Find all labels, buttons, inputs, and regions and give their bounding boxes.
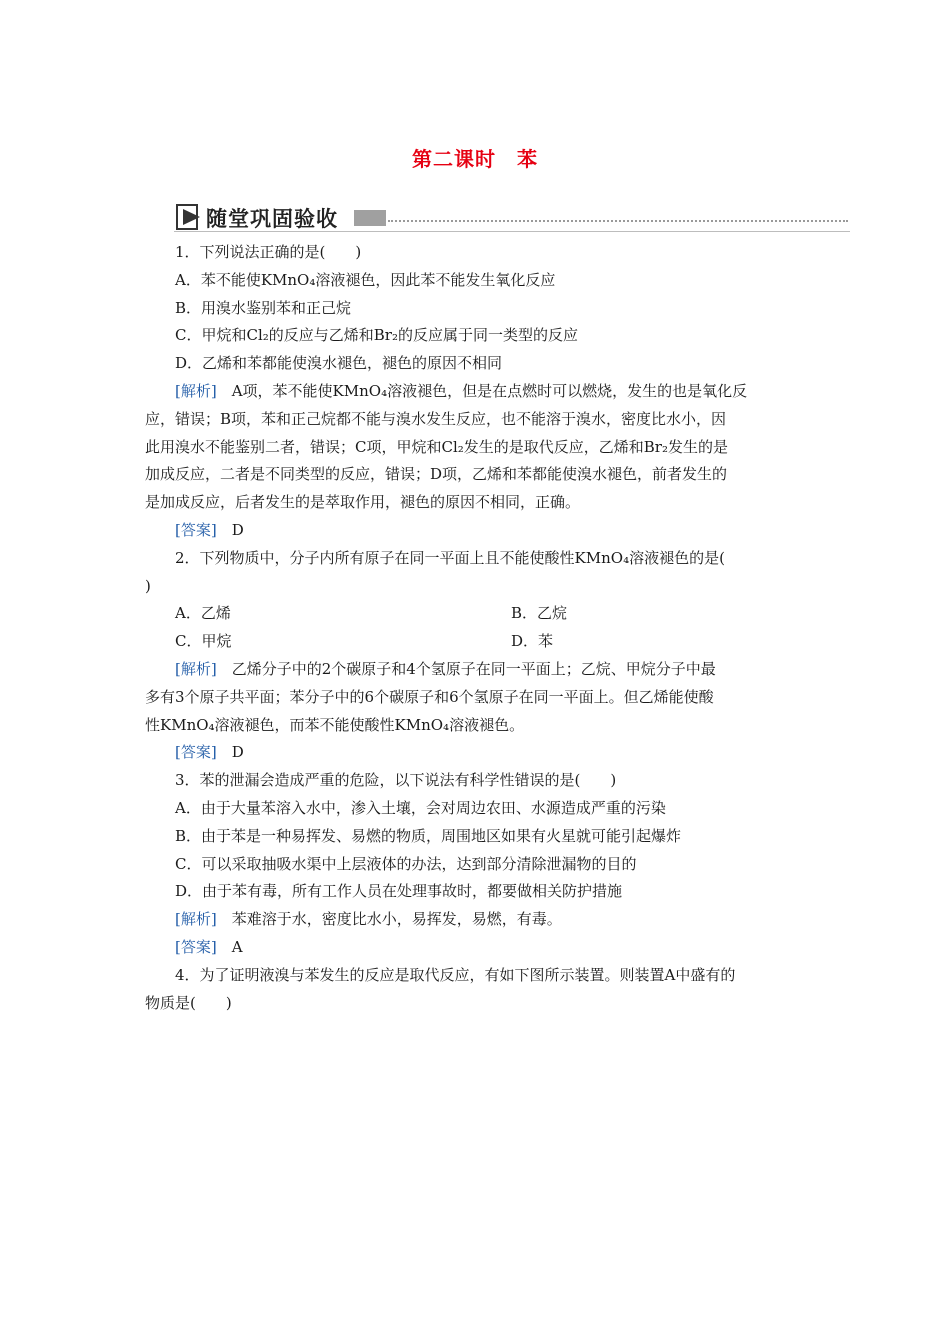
question-list: [145, 239, 807, 1017]
question-stem-cont: 物质是( ): [145, 993, 232, 1012]
analysis-line: [解析] 苯难溶于水，密度比水小，易挥发，易燃，有毒。: [175, 910, 562, 929]
banner-block: [354, 210, 386, 226]
option: D．苯: [511, 632, 554, 651]
play-arrow-icon: [176, 204, 202, 230]
question-stem: 3．苯的泄漏会造成严重的危险，以下说法有科学性错误的是( ): [175, 771, 617, 790]
analysis-line: [解析] 乙烯分子中的2个碳原子和4个氢原子在同一平面上；乙烷、甲烷分子中最: [175, 659, 716, 678]
analysis-line: 此用溴水不能鉴别二者，错误；C项，甲烷和Cl₂发生的是取代反应，乙烯和Br₂发生的是: [145, 437, 728, 456]
question-stem: 1．下列说法正确的是( ): [175, 243, 362, 261]
answer-line: [145, 739, 807, 767]
page-title: 第二课时 苯: [412, 147, 538, 171]
analysis-line: 应，错误；B项，苯和正己烷都不能与溴水发生反应，也不能溶于溴水，密度比水小，因: [145, 409, 727, 428]
section-banner: [174, 200, 850, 234]
question-stem-cont: ): [145, 576, 151, 595]
option: C．甲烷: [175, 632, 232, 651]
answer-line: [145, 934, 807, 962]
analysis-line: 加成反应，二者是不同类型的反应，错误；D项，乙烯和苯都能使溴水褪色，前者发生的: [145, 465, 728, 484]
option: C．可以采取抽吸水渠中上层液体的办法，达到部分清除泄漏物的目的: [175, 854, 637, 873]
answer-tag: [答案]: [175, 520, 217, 539]
option: B．由于苯是一种易挥发、易燃的物质，周围地区如果有火星就可能引起爆炸: [175, 826, 682, 845]
analysis-tag: [解析]: [175, 910, 217, 929]
option: A．由于大量苯溶入水中，渗入土壤，会对周边农田、水源造成严重的污染: [175, 798, 666, 817]
option: B．乙烷: [511, 604, 568, 623]
section-label: 随堂巩固验收: [206, 207, 338, 231]
analysis-line: [解析] A项，苯不能使KMnO₄溶液褪色，但是在点燃时可以燃烧，发生的也是氧化反: [175, 381, 748, 400]
question-stem: 4．为了证明液溴与苯发生的反应是取代反应，有如下图所示装置。则装置A中盛有的: [175, 965, 736, 984]
answer-value: A: [216, 937, 243, 956]
option: C．甲烷和Cl₂的反应与乙烯和Br₂的反应属于同一类型的反应: [175, 326, 578, 345]
option: D．乙烯和苯都能使溴水褪色，褪色的原因不相同: [175, 354, 503, 373]
answer-value: D: [216, 520, 244, 539]
question-stem: 2．下列物质中，分子内所有原子在同一平面上且不能使酸性KMnO₄溶液褪色的是(: [175, 548, 725, 567]
option-row: [145, 600, 807, 628]
answer-value: D: [216, 743, 244, 762]
answer-line: [145, 517, 807, 545]
banner-underline: [174, 231, 850, 232]
option: A．苯不能使KMnO₄溶液褪色，因此苯不能发生氧化反应: [175, 270, 556, 289]
analysis-tag: [解析]: [175, 381, 217, 400]
banner-rule: [388, 220, 848, 222]
analysis-line: 是加成反应，后者发生的是萃取作用，褪色的原因不相同，正确。: [145, 493, 581, 512]
analysis-line: 多有3个原子共平面；苯分子中的6个碳原子和6个氢原子在同一平面上。但乙烯能使酸: [145, 687, 714, 706]
option-row: [145, 628, 807, 656]
answer-tag: [答案]: [175, 937, 217, 956]
analysis-line: 性KMnO₄溶液褪色，而苯不能使酸性KMnO₄溶液褪色。: [145, 715, 525, 734]
option: D．由于苯有毒，所有工作人员在处理事故时，都要做相关防护措施: [175, 882, 623, 901]
answer-tag: [答案]: [175, 743, 217, 762]
option: A．乙烯: [175, 604, 231, 623]
analysis-tag: [解析]: [175, 659, 217, 678]
option: B．用溴水鉴别苯和正己烷: [175, 298, 352, 317]
